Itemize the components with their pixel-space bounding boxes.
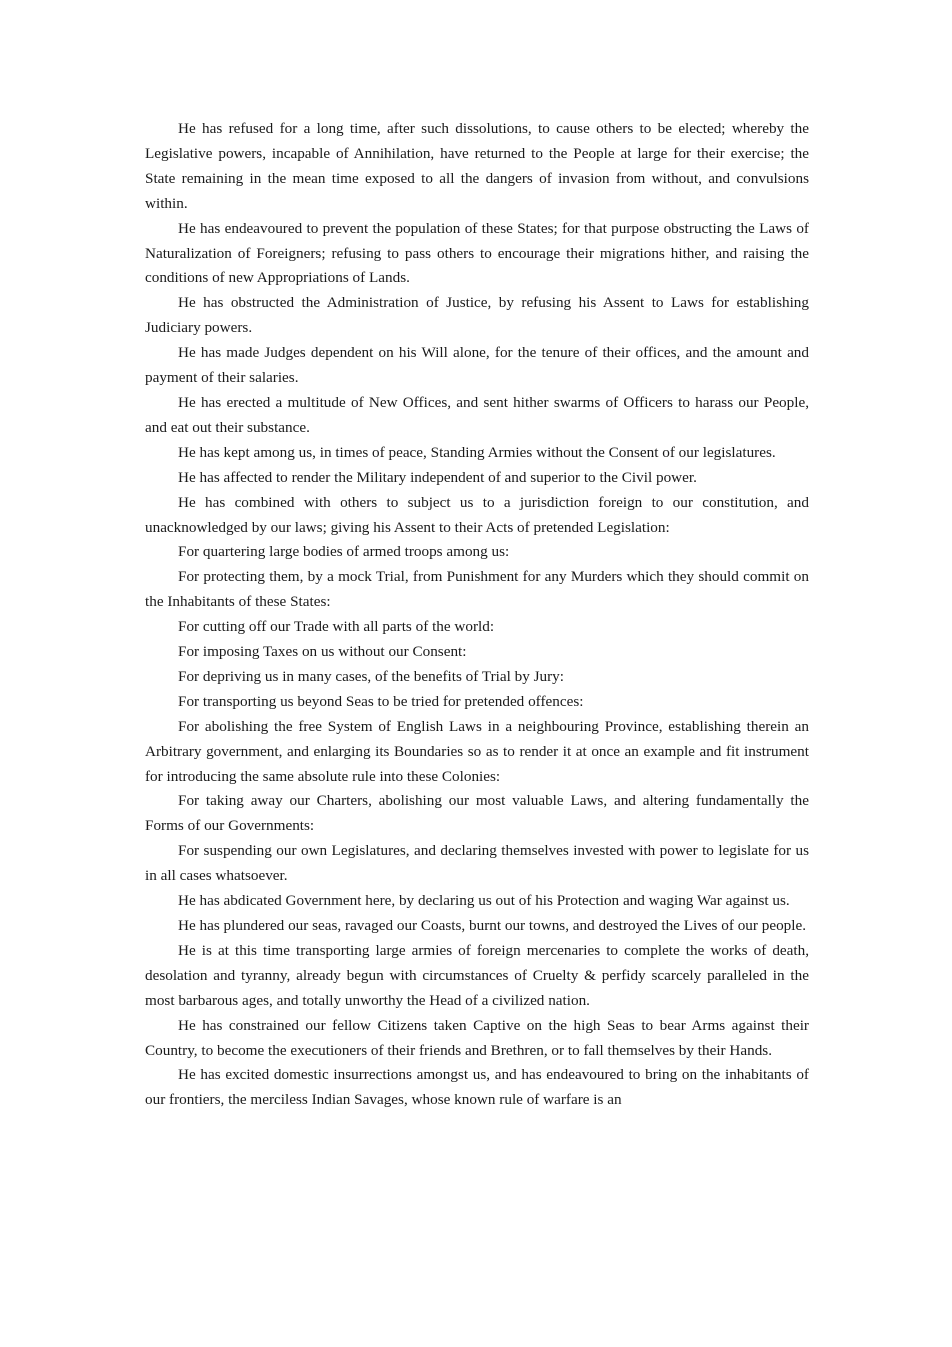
paragraph: For transporting us beyond Seas to be tried for pretended offences: [178, 692, 584, 710]
paragraph: He has erected a multitude of New Offices, and sent hither swarms of Officers to harass our People, and eat out their substance. [145, 393, 809, 436]
paragraph: He is at this time transporting large armies of foreign mercenaries to complete the works of death, desolation and tyranny, already begun with circumstances of Cruelty & perfidy scarcely paralleled in the most barbarous ages, and totally unworthy the Head of a civilized nation. [145, 941, 809, 1009]
paragraph: He has plundered our seas, ravaged our Coasts, burnt our towns, and destroyed the Lives of our people. [178, 917, 807, 934]
paragraph: For abolishing the free System of English Laws in a neighbouring Province, establishing therein an Arbitrary government, and enlarging its Boundaries so as to render it at once an example and fit instrument for introducing the same absolute rule into these Colonies: [145, 717, 809, 785]
paragraph: For protecting them, by a mock Trial, from Punishment for any Murders which they should commit on the Inhabitants of these States: [145, 568, 809, 611]
paragraph: He has refused for a long time, after such dissolutions, to cause others to be elected; whereby the Legislative powers, incapable of Annihilation, have returned to the People at large for their exercise; the State remaining in the mean time exposed to all the dangers of invasion from without, and convulsions within. [145, 120, 809, 212]
paragraph: He has endeavoured to prevent the population of these States; for that purpose obstructing the Laws of Naturalization of Foreigners; refusing to pass others to encourage their migrations hither, and raising the conditions of new Appropriations of Lands. [145, 219, 809, 287]
paragraph: For imposing Taxes on us without our Consent: [178, 643, 467, 661]
paragraph: For cutting off our Trade with all parts of the world: [178, 618, 495, 636]
paragraph: He has kept among us, in times of peace, Standing Armies without the Consent of our legislatures. [178, 443, 776, 461]
paragraph: For quartering large bodies of armed troops among us: [178, 543, 510, 561]
paragraph: He has affected to render the Military independent of and superior to the Civil power. [178, 468, 697, 486]
paragraph: For suspending our own Legislatures, and declaring themselves invested with power to legislate for us in all cases whatsoever. [145, 842, 809, 885]
paragraph: He has excited domestic insurrections amongst us, and has endeavoured to bring on the inhabitants of our frontiers, the merciless Indian Savages, whose known rule of warfare is an [145, 1066, 809, 1109]
paragraph: For depriving us in many cases, of the benefits of Trial by Jury: [178, 667, 564, 685]
paragraph: He has abdicated Government here, by declaring us out of his Protection and waging War against us. [178, 892, 790, 910]
paragraph: He has combined with others to subject us to a jurisdiction foreign to our constitution, and unacknowledged by our laws; giving his Assent to their Acts of pretended Legislation: [145, 493, 809, 536]
paragraph: He has constrained our fellow Citizens taken Captive on the high Seas to bear Arms against their Country, to become the executioners of their friends and Brethren, or to fall themselves by their Hands. [145, 1016, 809, 1059]
paragraph: For taking away our Charters, abolishing our most valuable Laws, and altering fundamentally the Forms of our Governments: [145, 792, 809, 835]
paragraph: He has obstructed the Administration of Justice, by refusing his Assent to Laws for establishing Judiciary powers. [145, 294, 809, 337]
document-body [145, 117, 809, 1113]
paragraph: He has made Judges dependent on his Will alone, for the tenure of their offices, and the amount and payment of their salaries. [145, 344, 809, 387]
